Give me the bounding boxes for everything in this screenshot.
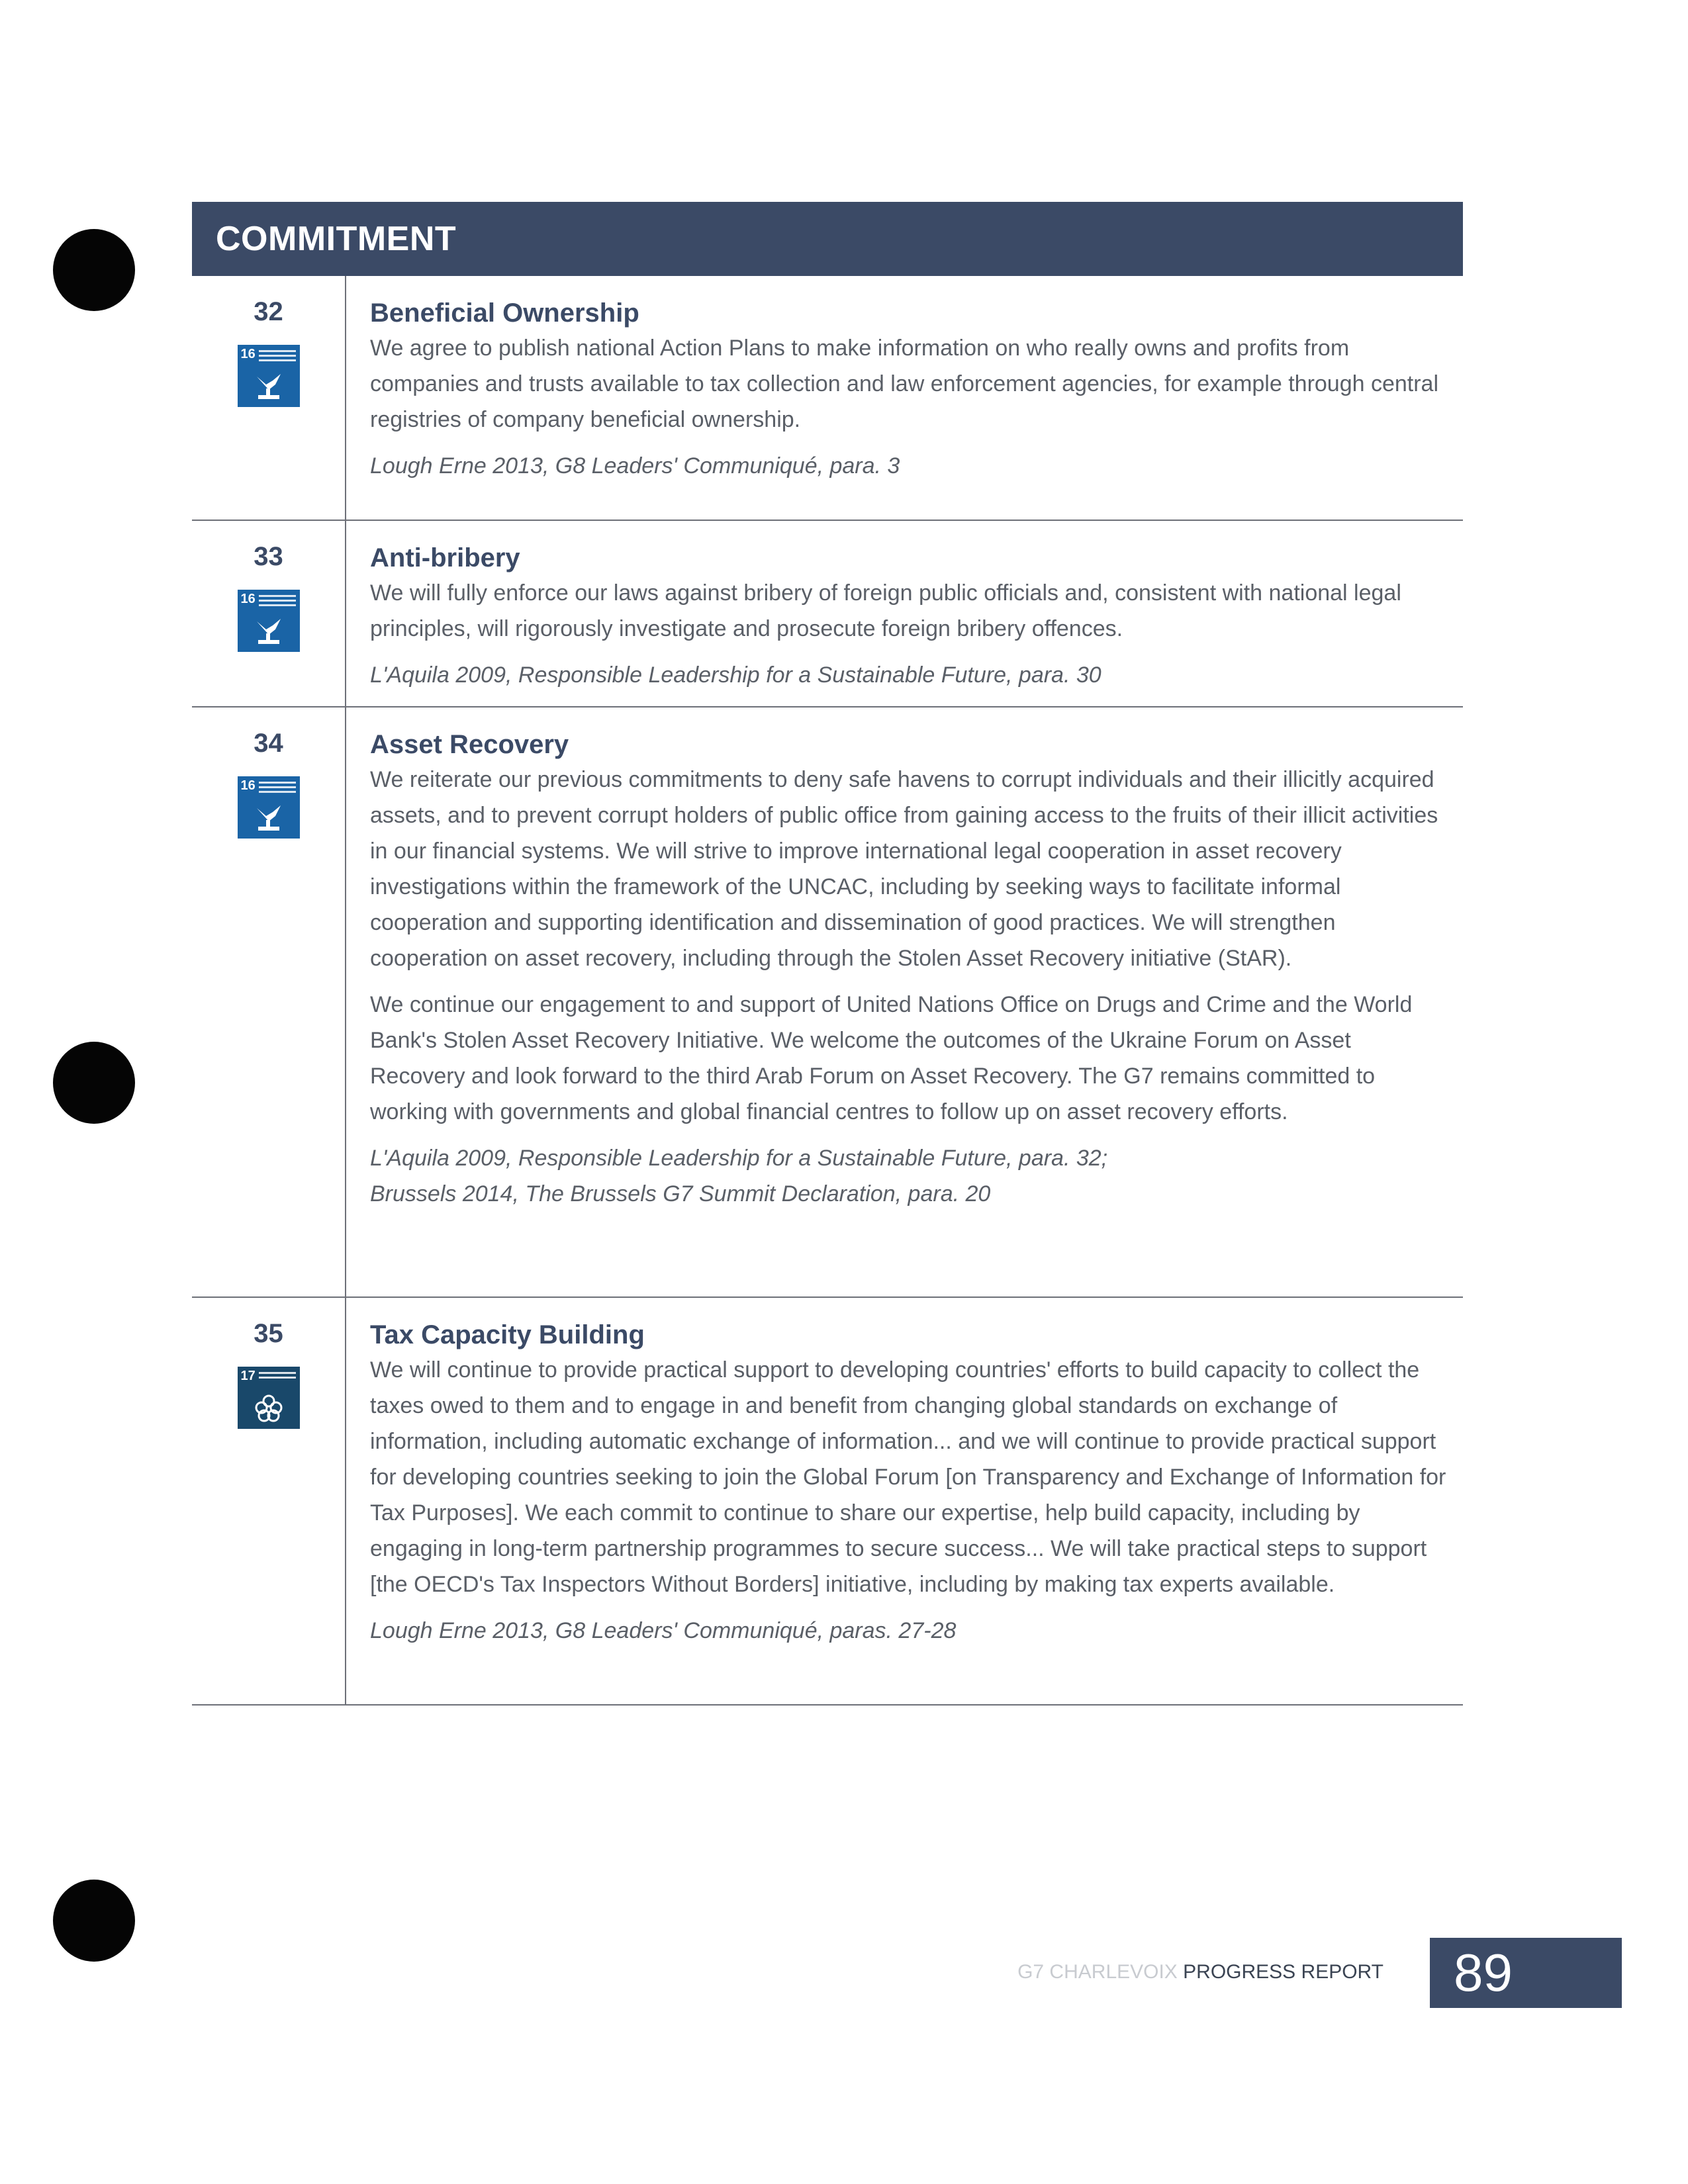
commitment-number: 32 — [254, 297, 283, 326]
commitment-title: Tax Capacity Building — [370, 1320, 645, 1349]
header-title: COMMITMENT — [216, 220, 457, 258]
commitment-title: Beneficial Ownership — [370, 298, 639, 328]
citation-line: L'Aquila 2009, Responsible Leadership for a Sustainable Future, para. 32; — [370, 1146, 1108, 1171]
table-header — [192, 202, 1463, 276]
number-cell — [192, 276, 346, 520]
sdg-16-peace-justice-icon: 16 — [238, 345, 300, 407]
sdg-17-partnerships-icon: 17 — [238, 1367, 300, 1429]
commitment-paragraph: We reiterate our previous commitments to deny safe havens to corrupt individuals and their illicitly acquired assets, and to prevent corrupt holders of public office from gaining access to the fruits of their illicit activities in our financial systems. We will strive to improve international legal cooperation in asset recovery investigations within the framework of the UNCAC, including by seeking ways to facilitate informal cooperation and supporting identification and dissemination of good practices. We will strengthen cooperation on asset recovery, including through the Stolen Asset Recovery initiative (StAR). — [370, 767, 1438, 971]
commitment-number: 34 — [254, 729, 283, 758]
sdg-16-peace-justice-icon: 16 — [238, 590, 300, 652]
number-cell — [192, 521, 346, 706]
binder-hole-top — [53, 229, 135, 311]
number-cell — [192, 707, 346, 1297]
commitment-content — [346, 1298, 1463, 1704]
commitment-citation — [370, 1140, 1450, 1212]
binder-hole-middle — [53, 1042, 135, 1124]
commitment-table — [192, 202, 1463, 1706]
page-number-box — [1430, 1938, 1622, 2008]
commitment-title: Anti-bribery — [370, 543, 520, 572]
table-row — [192, 1298, 1463, 1706]
commitment-content — [346, 707, 1463, 1297]
table-row — [192, 276, 1463, 521]
commitment-number: 35 — [254, 1319, 283, 1348]
commitment-title: Asset Recovery — [370, 730, 569, 759]
commitment-citation: L'Aquila 2009, Responsible Leadership for a Sustainable Future, para. 30 — [370, 662, 1102, 688]
commitment-citation: Lough Erne 2013, G8 Leaders' Communiqué, para. 3 — [370, 453, 900, 478]
table-row — [192, 521, 1463, 707]
commitment-paragraph: We will fully enforce our laws against bribery of foreign public officials and, consistent with national legal principles, will rigorously investigate and prosecute foreign bribery offences. — [370, 580, 1401, 641]
citation-line: Brussels 2014, The Brussels G7 Summit Declaration, para. 20 — [370, 1181, 991, 1206]
report-footer — [1013, 1959, 1383, 1985]
commitment-paragraph: We will continue to provide practical support to developing countries' efforts to build capacity to collect the taxes owed to them and to engage in and benefit from changing global standards on exchange of information, including automatic exchange of information... and we will continue to provide practical support for developing countries seeking to join the Global Forum [on Transparency and Exchange of Information for Tax Purposes]. We each commit to continue to share our expertise, help build capacity, including by engaging in long-term partnership programmes to secure success... We will take practical steps to support [the OECD's Tax Inspectors Without Borders] initiative, including by making tax experts available. — [370, 1357, 1446, 1597]
table-row — [192, 707, 1463, 1298]
binder-hole-bottom — [53, 1880, 135, 1962]
report-prefix: G7 CHARLEVOIX — [1017, 1961, 1184, 1983]
report-label: PROGRESS REPORT — [1183, 1961, 1383, 1983]
commitment-number: 33 — [254, 542, 283, 571]
sdg-16-peace-justice-icon: 16 — [238, 776, 300, 839]
commitment-paragraph: We continue our engagement to and support of United Nations Office on Drugs and Crime and the World Bank's Stolen Asset Recovery Initiative. We welcome the outcomes of the Ukraine Forum on Asset Recovery and look forward to the third Arab Forum on Asset Recovery. The G7 remains committed to working with governments and global financial centres to follow up on asset recovery efforts. — [370, 992, 1413, 1124]
commitment-content — [346, 521, 1463, 706]
number-cell — [192, 1298, 346, 1704]
commitment-paragraph: We agree to publish national Action Plans to make information on who really owns and profits from companies and trusts available to tax collection and law enforcement agencies, for example through central registries of company beneficial ownership. — [370, 336, 1439, 432]
page-number: 89 — [1454, 1943, 1513, 2002]
commitment-citation: Lough Erne 2013, G8 Leaders' Communiqué, paras. 27-28 — [370, 1618, 957, 1643]
commitment-content — [346, 276, 1463, 520]
